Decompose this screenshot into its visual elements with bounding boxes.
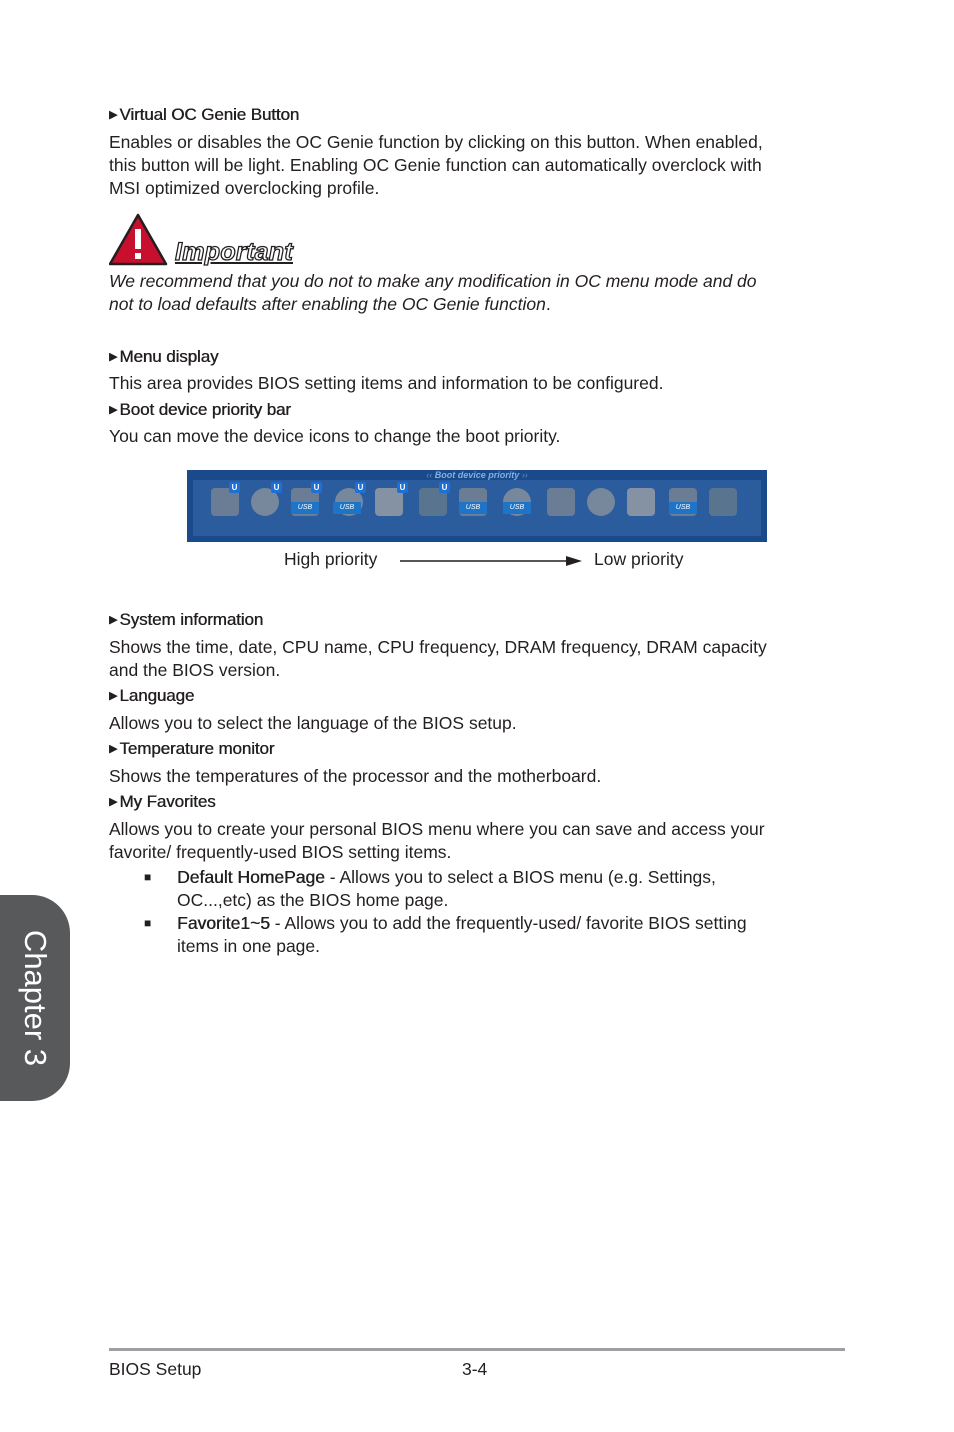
triangle-bullet-icon: ▶ bbox=[109, 351, 118, 363]
paragraph: You can move the device icons to change the boot priority. bbox=[109, 426, 561, 446]
footer-rule bbox=[109, 1348, 845, 1351]
page-number: 3-4 bbox=[462, 1359, 488, 1379]
square-bullet-icon: ■ bbox=[144, 870, 152, 884]
paragraph: This area provides BIOS setting items and information to be configured. bbox=[109, 373, 664, 393]
triangle-bullet-icon: ▶ bbox=[109, 796, 118, 808]
triangle-bullet-icon: ▶ bbox=[109, 109, 118, 121]
uefi-badge: U bbox=[311, 482, 322, 493]
uefi-badge: U bbox=[397, 482, 408, 493]
section-heading: ▶ System information bbox=[109, 610, 264, 629]
chapter-tab bbox=[0, 895, 70, 1101]
paragraph: Enables or disables the OC Genie function by clicking on this button. When enabled, this button will be light. Enabling OC Genie function can automatically overclock with MSI optimized overclocking profile. bbox=[109, 132, 763, 198]
list-item: Favorite1~5 - Allows you to add the frequently-used/ favorite BIOS setting items in one page. bbox=[177, 913, 747, 956]
paragraph: Allows you to select the language of the BIOS setup. bbox=[109, 713, 517, 733]
section-heading: ▶ My Favorites bbox=[109, 792, 216, 811]
usb-tag: USB bbox=[503, 502, 531, 514]
section-heading: ▶ Virtual OC Genie Button bbox=[109, 105, 300, 124]
boot-priority-bar-label: ‹‹ Boot device priority ›› bbox=[426, 470, 528, 480]
uefi-badge: U bbox=[439, 482, 450, 493]
usb-tag: USB bbox=[291, 502, 319, 514]
footer-section: BIOS Setup bbox=[109, 1359, 202, 1379]
uefi-badge: U bbox=[229, 482, 240, 493]
usb-tag: USB bbox=[333, 502, 361, 514]
section-heading: ▶ Boot device priority bar bbox=[109, 400, 291, 419]
low-priority-label: Low priority bbox=[594, 549, 684, 569]
section-heading: ▶ Menu display bbox=[109, 347, 219, 366]
square-bullet-icon: ■ bbox=[144, 916, 152, 930]
priority-arrow-icon bbox=[400, 553, 584, 569]
uefi-badge: U bbox=[271, 482, 282, 493]
triangle-bullet-icon: ▶ bbox=[109, 690, 118, 702]
network-device-icon bbox=[709, 488, 737, 516]
usb-tag: USB bbox=[669, 502, 697, 514]
high-priority-label: High priority bbox=[284, 549, 378, 569]
hdd-device-icon bbox=[547, 488, 575, 516]
list-item: Default HomePage - Allows you to select a BIOS menu (e.g. Settings, OC...,etc) as the BIOS home page. bbox=[177, 867, 716, 910]
section-heading: ▶ Temperature monitor bbox=[109, 739, 275, 758]
usb-tag: USB bbox=[459, 502, 487, 514]
section-heading: ▶ Language bbox=[109, 686, 195, 705]
double-chevron-left-icon: ‹‹ bbox=[426, 470, 433, 480]
important-note: We recommend that you do not to make any modification in OC menu mode and do not to load defaults after enabling the OC Genie function. bbox=[109, 271, 757, 314]
paragraph: Allows you to create your personal BIOS menu where you can save and access your favorite/ frequently-used BIOS setting items. bbox=[109, 819, 765, 862]
triangle-bullet-icon: ▶ bbox=[109, 743, 118, 755]
paragraph: Shows the time, date, CPU name, CPU frequency, DRAM frequency, DRAM capacity and the BIOS version. bbox=[109, 637, 767, 680]
paragraph: Shows the temperatures of the processor and the motherboard. bbox=[109, 766, 602, 786]
double-chevron-right-icon: ›› bbox=[521, 470, 528, 480]
chapter-label: Chapter 3 bbox=[18, 929, 53, 1067]
usb-key-icon bbox=[627, 488, 655, 516]
warning-triangle-icon bbox=[109, 212, 169, 267]
triangle-bullet-icon: ▶ bbox=[109, 614, 118, 626]
optical-disc-icon bbox=[587, 488, 615, 516]
triangle-bullet-icon: ▶ bbox=[109, 404, 118, 416]
boot-priority-bar-image bbox=[187, 470, 767, 542]
uefi-badge: U bbox=[355, 482, 366, 493]
important-title: Important bbox=[175, 238, 293, 266]
